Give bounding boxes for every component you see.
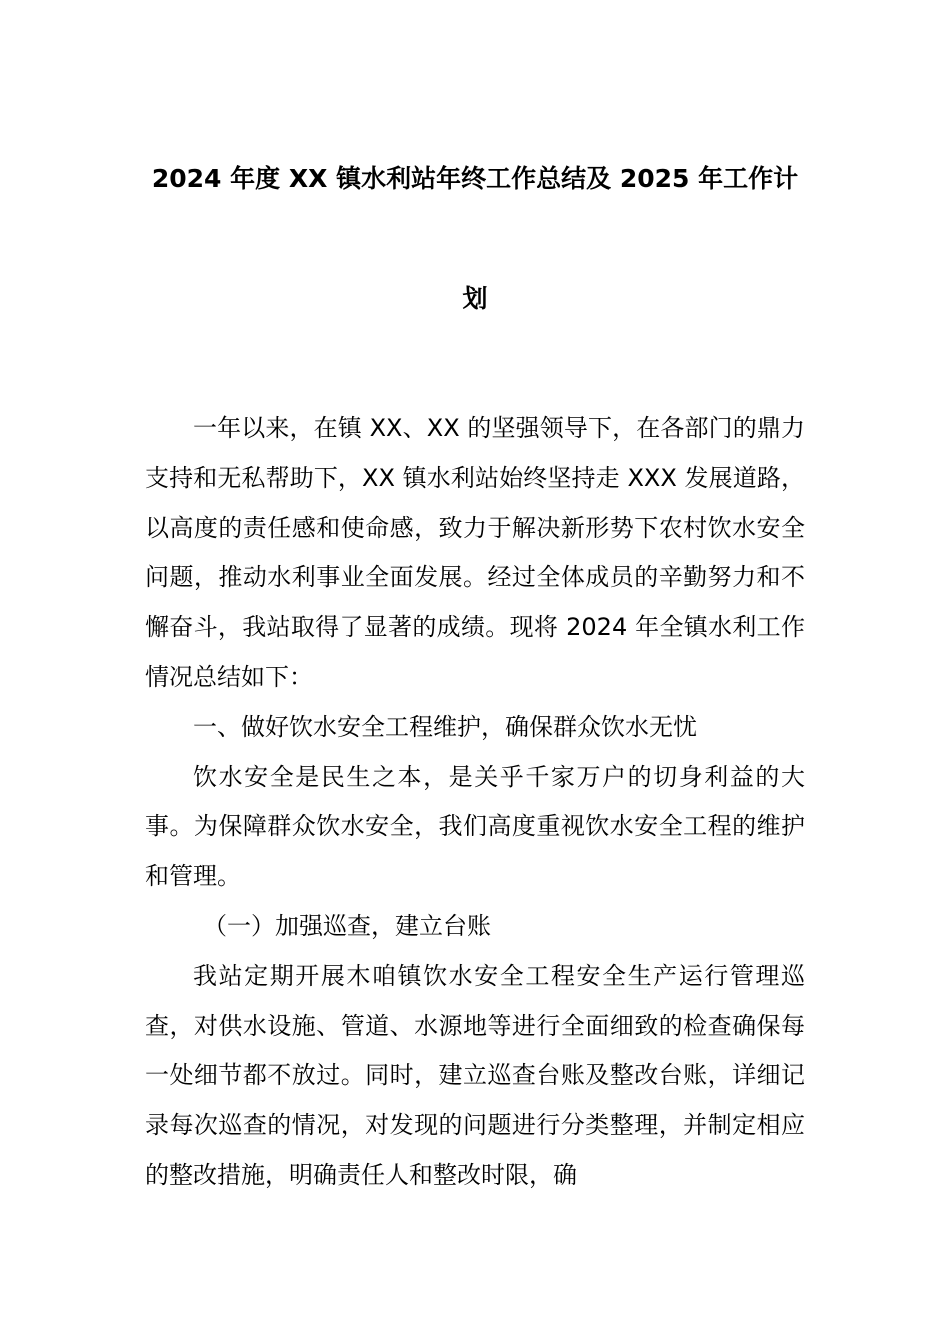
intro-paragraph: 一年以来，在镇 XX、XX 的坚强领导下，在各部门的鼎力支持和无私帮助下，XX 镇水利站始终坚持走 XXX 发展道路，以高度的责任感和使命感，致力于解决新形势下农村饮水安全问题，推动水利事业全面发展。经过全体成员的辛勤努力和不懈奋斗，我站取得了显著的成绩。现将 2024 年全镇水利工作情况总结如下： — [145, 414, 805, 691]
subsection-heading-1: （一）加强巡查，建立台账 — [203, 911, 491, 940]
document-title-line-1: 2024 年度 XX 镇水利站年终工作总结及 2025 年工作计 — [151, 164, 799, 193]
document-title-line-2: 划 — [462, 284, 488, 313]
document-body — [145, 404, 805, 1201]
section-heading-1: 一、做好饮水安全工程维护，确保群众饮水无忧 — [193, 712, 697, 741]
section-1-paragraph: 饮水安全是民生之本，是关乎千家万户的切身利益的大事。为保障群众饮水安全，我们高度重视饮水安全工程的维护和管理。 — [145, 762, 805, 891]
subsection-1-paragraph: 我站定期开展木咱镇饮水安全工程安全生产运行管理巡查，对供水设施、管道、水源地等进行全面细致的检查确保每一处细节都不放过。同时，建立巡查台账及整改台账，详细记录每次巡查的情况，对发现的问题进行分类整理，并制定相应的整改措施，明确责任人和整改时限，确 — [145, 961, 805, 1189]
